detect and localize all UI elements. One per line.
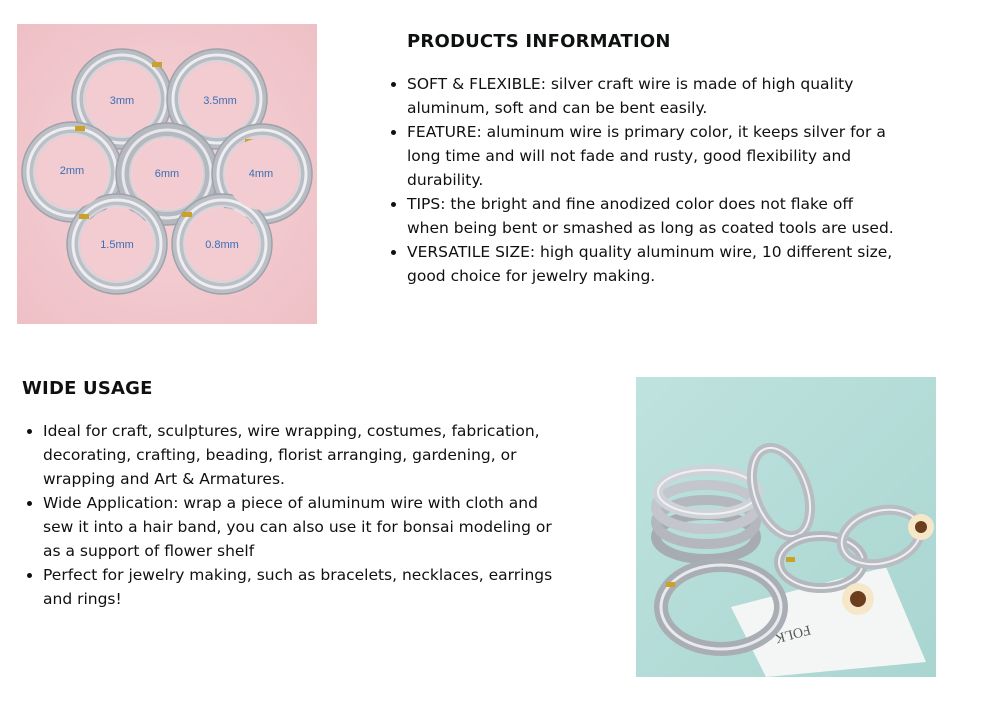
products-information-list xyxy=(386,72,897,288)
list-item: • Perfect for jewelry making, such as bracelets, necklaces, earrings and rings! xyxy=(43,563,563,611)
product-image-coil-stack xyxy=(636,377,936,677)
list-item: • Wide Application: wrap a piece of aluminum wire with cloth and sew it into a hair band, you can also use it for bonsai modeling or as a support of flower shelf xyxy=(43,491,563,563)
products-information-title: PRODUCTS INFORMATION xyxy=(407,31,671,52)
coil-label: 3.5mm xyxy=(203,95,237,107)
coil-label: 4mm xyxy=(248,168,274,180)
list-item: • Ideal for craft, sculptures, wire wrapping, costumes, fabrication, decorating, crafting, beading, florist arranging, gardening, or wrapping and Art & Armatures. xyxy=(43,419,563,491)
wide-usage-title: WIDE USAGE xyxy=(22,378,153,399)
coil-stack-illustration xyxy=(636,377,936,677)
coil-label: 1.5mm xyxy=(100,239,134,251)
list-item: • SOFT & FLEXIBLE: silver craft wire is made of high quality aluminum, soft and can be bent easily. xyxy=(407,72,897,120)
list-item: • FEATURE: aluminum wire is primary color, it keeps silver for a long time and will not fade and rusty, good flexibility and durability. xyxy=(407,120,897,192)
coil-label: 3mm xyxy=(109,95,135,107)
coil-label: 0.8mm xyxy=(205,239,239,251)
coil-label: 2mm xyxy=(59,165,85,177)
coil-label: 6mm xyxy=(154,168,180,180)
product-image-coil-sizes xyxy=(17,24,317,324)
wide-usage-list xyxy=(22,419,563,611)
list-item: • VERSATILE SIZE: high quality aluminum wire, 10 different size, good choice for jewelry making. xyxy=(407,240,897,288)
list-item: • TIPS: the bright and fine anodized color does not flake off when being bent or smashed as long as coated tools are used. xyxy=(407,192,897,240)
card-text: FOLK xyxy=(772,621,813,646)
coil-sizes-illustration xyxy=(17,24,317,324)
